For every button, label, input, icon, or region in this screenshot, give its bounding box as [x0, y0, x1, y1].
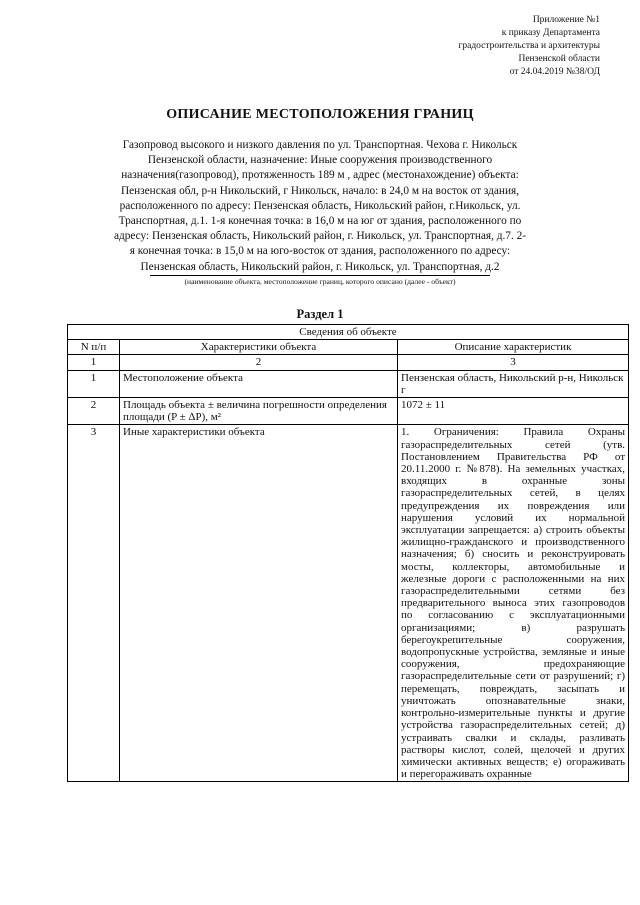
column-number: 1	[68, 355, 120, 370]
description-caption: (наименование объекта, местоположение границ, которого описано (далее - объект)	[184, 277, 456, 286]
row-description: Пензенская область, Никольский р-н, Никольск г	[398, 370, 629, 397]
row-number: 3	[68, 425, 120, 782]
appendix-line: Приложение №1	[532, 15, 600, 25]
object-description: Газопровод высокого и низкого давления по ул. Транспортная. Чехова г. Никольск Пензенской области, назначение: Иные сооружения производственного назначения(газопровод), протяженность 189 м , адрес (местонахождение) объекта: Пензенская обл, р-н Никольский, г Никольск, начало: в 24,0 м на восток от здания, расположенного по адресу: Пензенская область, Никольский район, г.Никольск, ул. Транспортная, д.1. 1-я конечная точка: в 16,0 м на юг от здания, расположенного по адресу: Пензенская область, Никольский район, г. Никольск, ул. Транспортная, д.7. 2-я конечная точка: в 15,0 м на юго-восток от здания, расположенного по адресу: Пензенская область, Никольский район, г. Никольск, ул. Транспортная, д.2	[113, 139, 527, 273]
column-header-number: N п/п	[68, 340, 120, 355]
table-row	[68, 425, 629, 782]
object-info-table	[67, 324, 629, 782]
column-number: 3	[398, 355, 629, 370]
appendix-line: от 24.04.2019 №38/ОД	[509, 67, 600, 77]
table-row	[68, 370, 629, 397]
row-characteristic: Иные характеристики объекта	[120, 425, 398, 782]
column-number-row	[68, 355, 629, 370]
row-number: 2	[68, 398, 120, 425]
section-title: Раздел 1	[296, 307, 344, 321]
row-description: 1. Ограничения: Правила Охраны газораспределительных сетей (утв. Постановлением Правительства РФ от 20.11.2000 г. №878). На земельных участках, входящих в охранные зоны газораспределительных сетей, в целях предупреждения их повреждения или нарушения условий их нормальной эксплуатации запрещается: а) строить объекты жилищно-гражданского и производственного назначения; б) сносить и реконструировать мосты, коллекторы, автомобильные и железные дороги с расположенными на них газораспределительными сетями без предварительного выноса этих газопроводов по согласованию с эксплуатационными организациями; в) разрушать берегоукрепительные сооружения, водопропускные устройства, земляные и иные сооружения, предохраняющие газораспределительные сети от разрушений; г) перемещать, повреждать, засыпать и уничтожать опознавательные знаки, контрольно-измерительные пункты и другие устройства газораспределительных сетей; д) устраивать свалки и склады, разливать растворы кислот, солей, щелочей и других химически активных веществ; е) огораживать и перегораживать охранные	[398, 425, 629, 782]
page-title: ОПИСАНИЕ МЕСТОПОЛОЖЕНИЯ ГРАНИЦ	[166, 107, 474, 122]
row-description: 1072 ± 11	[398, 398, 629, 425]
appendix-line: Пензенской области	[518, 54, 600, 64]
table-row	[68, 398, 629, 425]
table-title: Сведения об объекте	[68, 325, 629, 340]
appendix-line: к приказу Департамента	[501, 28, 600, 38]
row-characteristic: Местоположение объекта	[120, 370, 398, 397]
table-title-row	[68, 325, 629, 340]
column-header-description: Описание характеристик	[398, 340, 629, 355]
column-header-characteristic: Характеристики объекта	[120, 340, 398, 355]
row-characteristic: Площадь объекта ± величина погрешности определения площади (P ± ΔP), м²	[120, 398, 398, 425]
row-number: 1	[68, 370, 120, 397]
appendix-block	[380, 14, 600, 79]
appendix-line: градостроительства и архитектуры	[458, 41, 600, 51]
description-underline	[150, 275, 490, 276]
table-header-row	[68, 340, 629, 355]
column-number: 2	[120, 355, 398, 370]
